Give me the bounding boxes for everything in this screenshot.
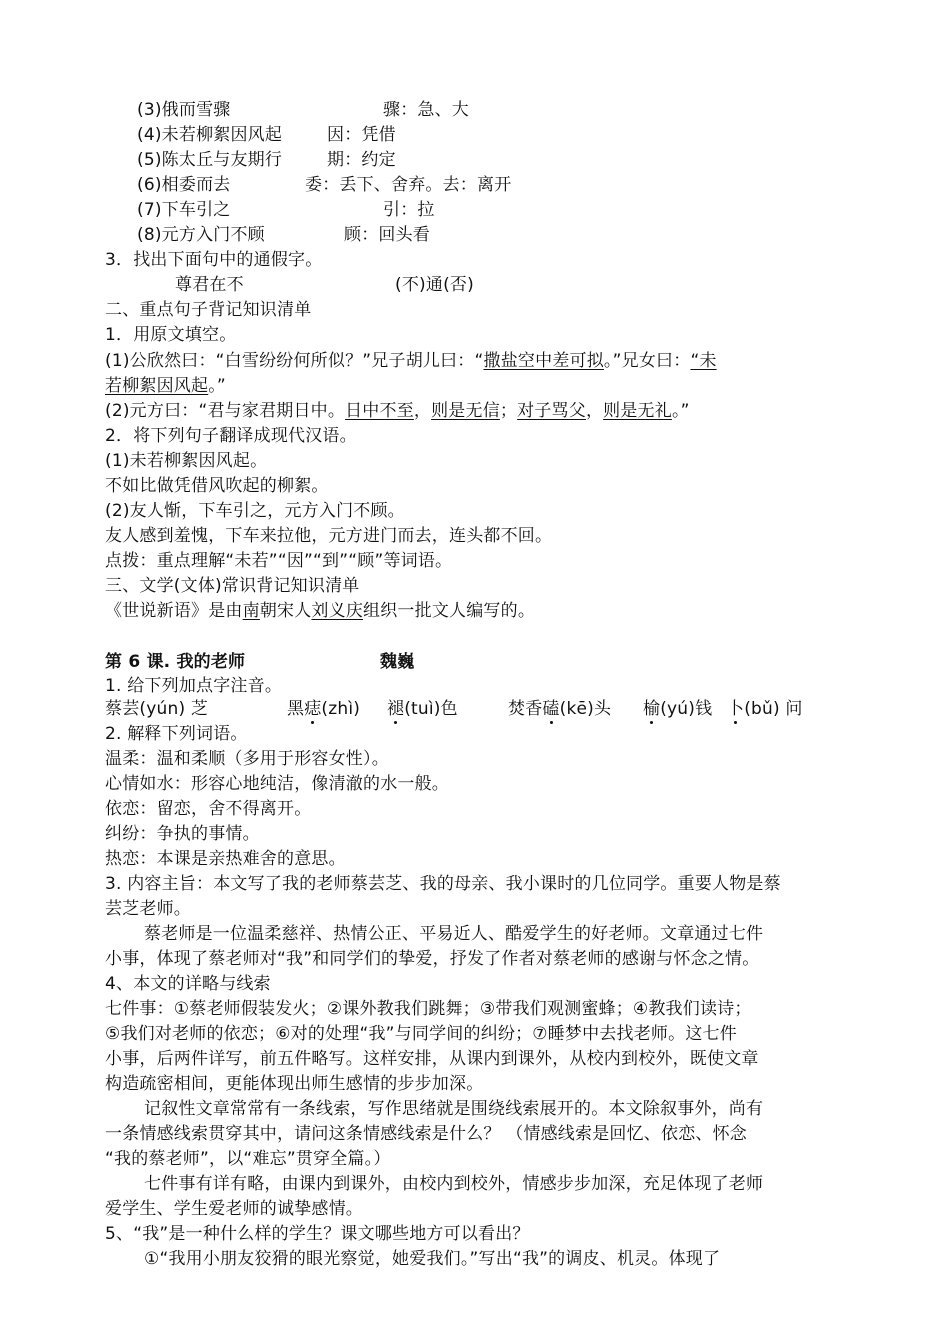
item-meaning: 委：丢下、舍弃。去：离开 bbox=[305, 175, 512, 195]
item-meaning: 骤：急、大 bbox=[383, 100, 469, 120]
item-meaning: 引：拉 bbox=[383, 200, 435, 220]
fill-sentence-1 bbox=[105, 349, 717, 373]
pinyin: (bǔ) 问 bbox=[744, 699, 803, 719]
text: ； bbox=[499, 401, 518, 421]
answer-underlined: 南 bbox=[242, 601, 260, 621]
pinyin: (zhì) bbox=[321, 699, 361, 719]
paragraph-line: 爱学生、学生爱老师的诚挚感情。 bbox=[105, 1199, 363, 1219]
pinyin-item bbox=[387, 697, 458, 721]
pinyin-item bbox=[727, 697, 803, 721]
question-heading: 1. 给下列加点字注音。 bbox=[105, 676, 283, 696]
text: (2)元方曰：“君与家君期日中。 bbox=[105, 401, 346, 421]
question-heading: 1．用原文填空。 bbox=[105, 325, 237, 345]
question-heading: 2. 解释下列词语。 bbox=[105, 724, 248, 744]
translate-item: (2)友人惭，下车引之，元方入门不顾。 bbox=[105, 501, 405, 521]
pinyin: (kē)头 bbox=[559, 699, 612, 719]
paragraph-line: 一条情感线索贯穿其中，请问这条情感线索是什么？ （情感线索是回忆、依恋、怀念 bbox=[105, 1124, 748, 1144]
lesson-author: 魏巍 bbox=[380, 652, 415, 672]
question-heading: 5、“我”是一种什么样的学生？课文哪些地方可以看出？ bbox=[105, 1224, 530, 1244]
pinyin-item bbox=[643, 697, 712, 721]
translate-item: (1)未若柳絮因风起。 bbox=[105, 451, 268, 471]
text: 黑 bbox=[287, 699, 305, 719]
paragraph-line: 七件事有详有略，由课内到课外，由校内到校外，情感步步加深，充足体现了老师 bbox=[144, 1174, 764, 1194]
item-meaning: 因：凭借 bbox=[327, 125, 396, 145]
answer-underlined: 日中不至 bbox=[345, 401, 414, 421]
item-meaning: 期：约定 bbox=[327, 150, 396, 170]
pinyin-item bbox=[508, 697, 611, 721]
answer-underlined: 对子骂父 bbox=[517, 401, 586, 421]
answer-underlined: 则是无信 bbox=[431, 401, 500, 421]
answer-underlined: 则是无礼 bbox=[603, 401, 672, 421]
fill-sentence-1-cont bbox=[105, 374, 226, 398]
paragraph-line: 小事，后两件详写，前五件略写。这样安排，从课内到课外，从校内到校外，既使文章 bbox=[105, 1049, 759, 1069]
text: 朝宋人 bbox=[259, 601, 312, 621]
paragraph-line: ⑤我们对老师的依恋；⑥对的处理“我”与同学间的纠纷；⑦睡梦中去找老师。这七件 bbox=[105, 1024, 737, 1044]
text: 焚香 bbox=[508, 699, 543, 719]
section-heading: 三、文学(文体)常识背记知识清单 bbox=[105, 576, 360, 596]
pinyin-item: 蔡芸(yún) 芝 bbox=[105, 699, 209, 719]
item-word: (4)未若柳絮因风起 bbox=[137, 125, 283, 145]
dotted-char: 褪 bbox=[387, 699, 405, 719]
item-word: (3)俄而雪骤 bbox=[137, 100, 231, 120]
definition: 纠纷：争执的事情。 bbox=[105, 824, 260, 844]
translate-answer: 不如比做凭借风吹起的柳絮。 bbox=[105, 476, 329, 496]
text: 。”兄女曰： bbox=[603, 351, 691, 371]
answer-underlined: 若柳絮因风起 bbox=[105, 376, 209, 396]
paragraph-line: 芸芝老师。 bbox=[105, 899, 191, 919]
paragraph-line: 3. 内容主旨：本文写了我的老师蔡芸芝、我的母亲、我小课时的几位同学。重要人物是蔡 bbox=[105, 874, 781, 894]
translate-answer: 友人感到羞愧，下车来拉他，元方进门而去，连头都不回。 bbox=[105, 526, 553, 546]
dotted-char: 卜 bbox=[727, 699, 745, 719]
paragraph-line: ①“我用小朋友狡猾的眼光察觉，她爱我们。”写出“我”的调皮、机灵。体现了 bbox=[144, 1249, 721, 1269]
paragraph-line: 构造疏密相间，更能体现出师生感情的步步加深。 bbox=[105, 1074, 484, 1094]
text: 。” bbox=[671, 401, 690, 421]
paragraph-line: 记叙性文章常常有一条线索，写作思绪就是围绕线索展开的。本文除叙事外，尚有 bbox=[144, 1099, 764, 1119]
item-meaning: 顾：回头看 bbox=[344, 225, 430, 245]
dotted-char: 磕 bbox=[542, 699, 560, 719]
pinyin: (yú)钱 bbox=[660, 699, 713, 719]
question-answer: (不)通(否) bbox=[395, 275, 474, 295]
pinyin: (tuì)色 bbox=[404, 699, 458, 719]
dotted-char: 榆 bbox=[643, 699, 661, 719]
item-word: (7)下车引之 bbox=[137, 200, 231, 220]
question-sentence: 尊君在不 bbox=[175, 275, 244, 295]
question-heading: 2．将下列句子翻译成现代汉语。 bbox=[105, 426, 357, 446]
definition: 心情如水：形容心地纯洁，像清澈的水一般。 bbox=[105, 774, 449, 794]
text: ， bbox=[585, 401, 604, 421]
literature-note bbox=[105, 599, 535, 623]
answer-underlined: “未 bbox=[690, 351, 717, 371]
fill-sentence-2 bbox=[105, 399, 690, 423]
definition: 温柔：温和柔顺（多用于形容女性）。 bbox=[105, 749, 389, 769]
question-heading: 3．找出下面句中的通假字。 bbox=[105, 250, 323, 270]
pinyin-item bbox=[287, 697, 360, 721]
text: 。” bbox=[208, 376, 226, 396]
text: 《世说新语》是由 bbox=[105, 601, 243, 621]
answer-underlined: 撒盐空中差可拟 bbox=[483, 351, 604, 371]
section-heading: 二、重点句子背记知识清单 bbox=[105, 300, 312, 320]
answer-underlined: 刘义庆 bbox=[311, 601, 364, 621]
dotted-char: 痣 bbox=[304, 699, 322, 719]
paragraph-line: 小事，体现了蔡老师对“我”和同学们的挚爱，抒发了作者对蔡老师的感谢与怀念之情。 bbox=[105, 949, 760, 969]
paragraph-line: “我的蔡老师”，以“难忘”贯穿全篇。） bbox=[105, 1149, 391, 1169]
definition: 热恋：本课是亲热难舍的意思。 bbox=[105, 849, 346, 869]
text: (1)公欣然曰：“白雪纷纷何所似？”兄子胡儿曰：“ bbox=[105, 351, 484, 371]
item-word: (8)元方入门不顾 bbox=[137, 225, 265, 245]
tip-text: 点拨：重点理解“未若”“因”“到”“顾”等词语。 bbox=[105, 551, 453, 571]
item-word: (5)陈太丘与友期行 bbox=[137, 150, 283, 170]
paragraph-line: 七件事：①蔡老师假装发火；②课外教我们跳舞；③带我们观测蜜蜂；④教我们读诗； bbox=[105, 999, 752, 1019]
paragraph-line: 蔡老师是一位温柔慈祥、热情公正、平易近人、酷爱学生的好老师。文章通过七件 bbox=[144, 924, 764, 944]
question-heading: 4、本文的详略与线索 bbox=[105, 974, 271, 994]
item-word: (6)相委而去 bbox=[137, 175, 231, 195]
text: ， bbox=[413, 401, 432, 421]
text: 组织一批文人编写的。 bbox=[363, 601, 536, 621]
lesson-title: 第 6 课. 我的老师 bbox=[105, 652, 246, 672]
definition: 依恋：留恋，舍不得离开。 bbox=[105, 799, 312, 819]
